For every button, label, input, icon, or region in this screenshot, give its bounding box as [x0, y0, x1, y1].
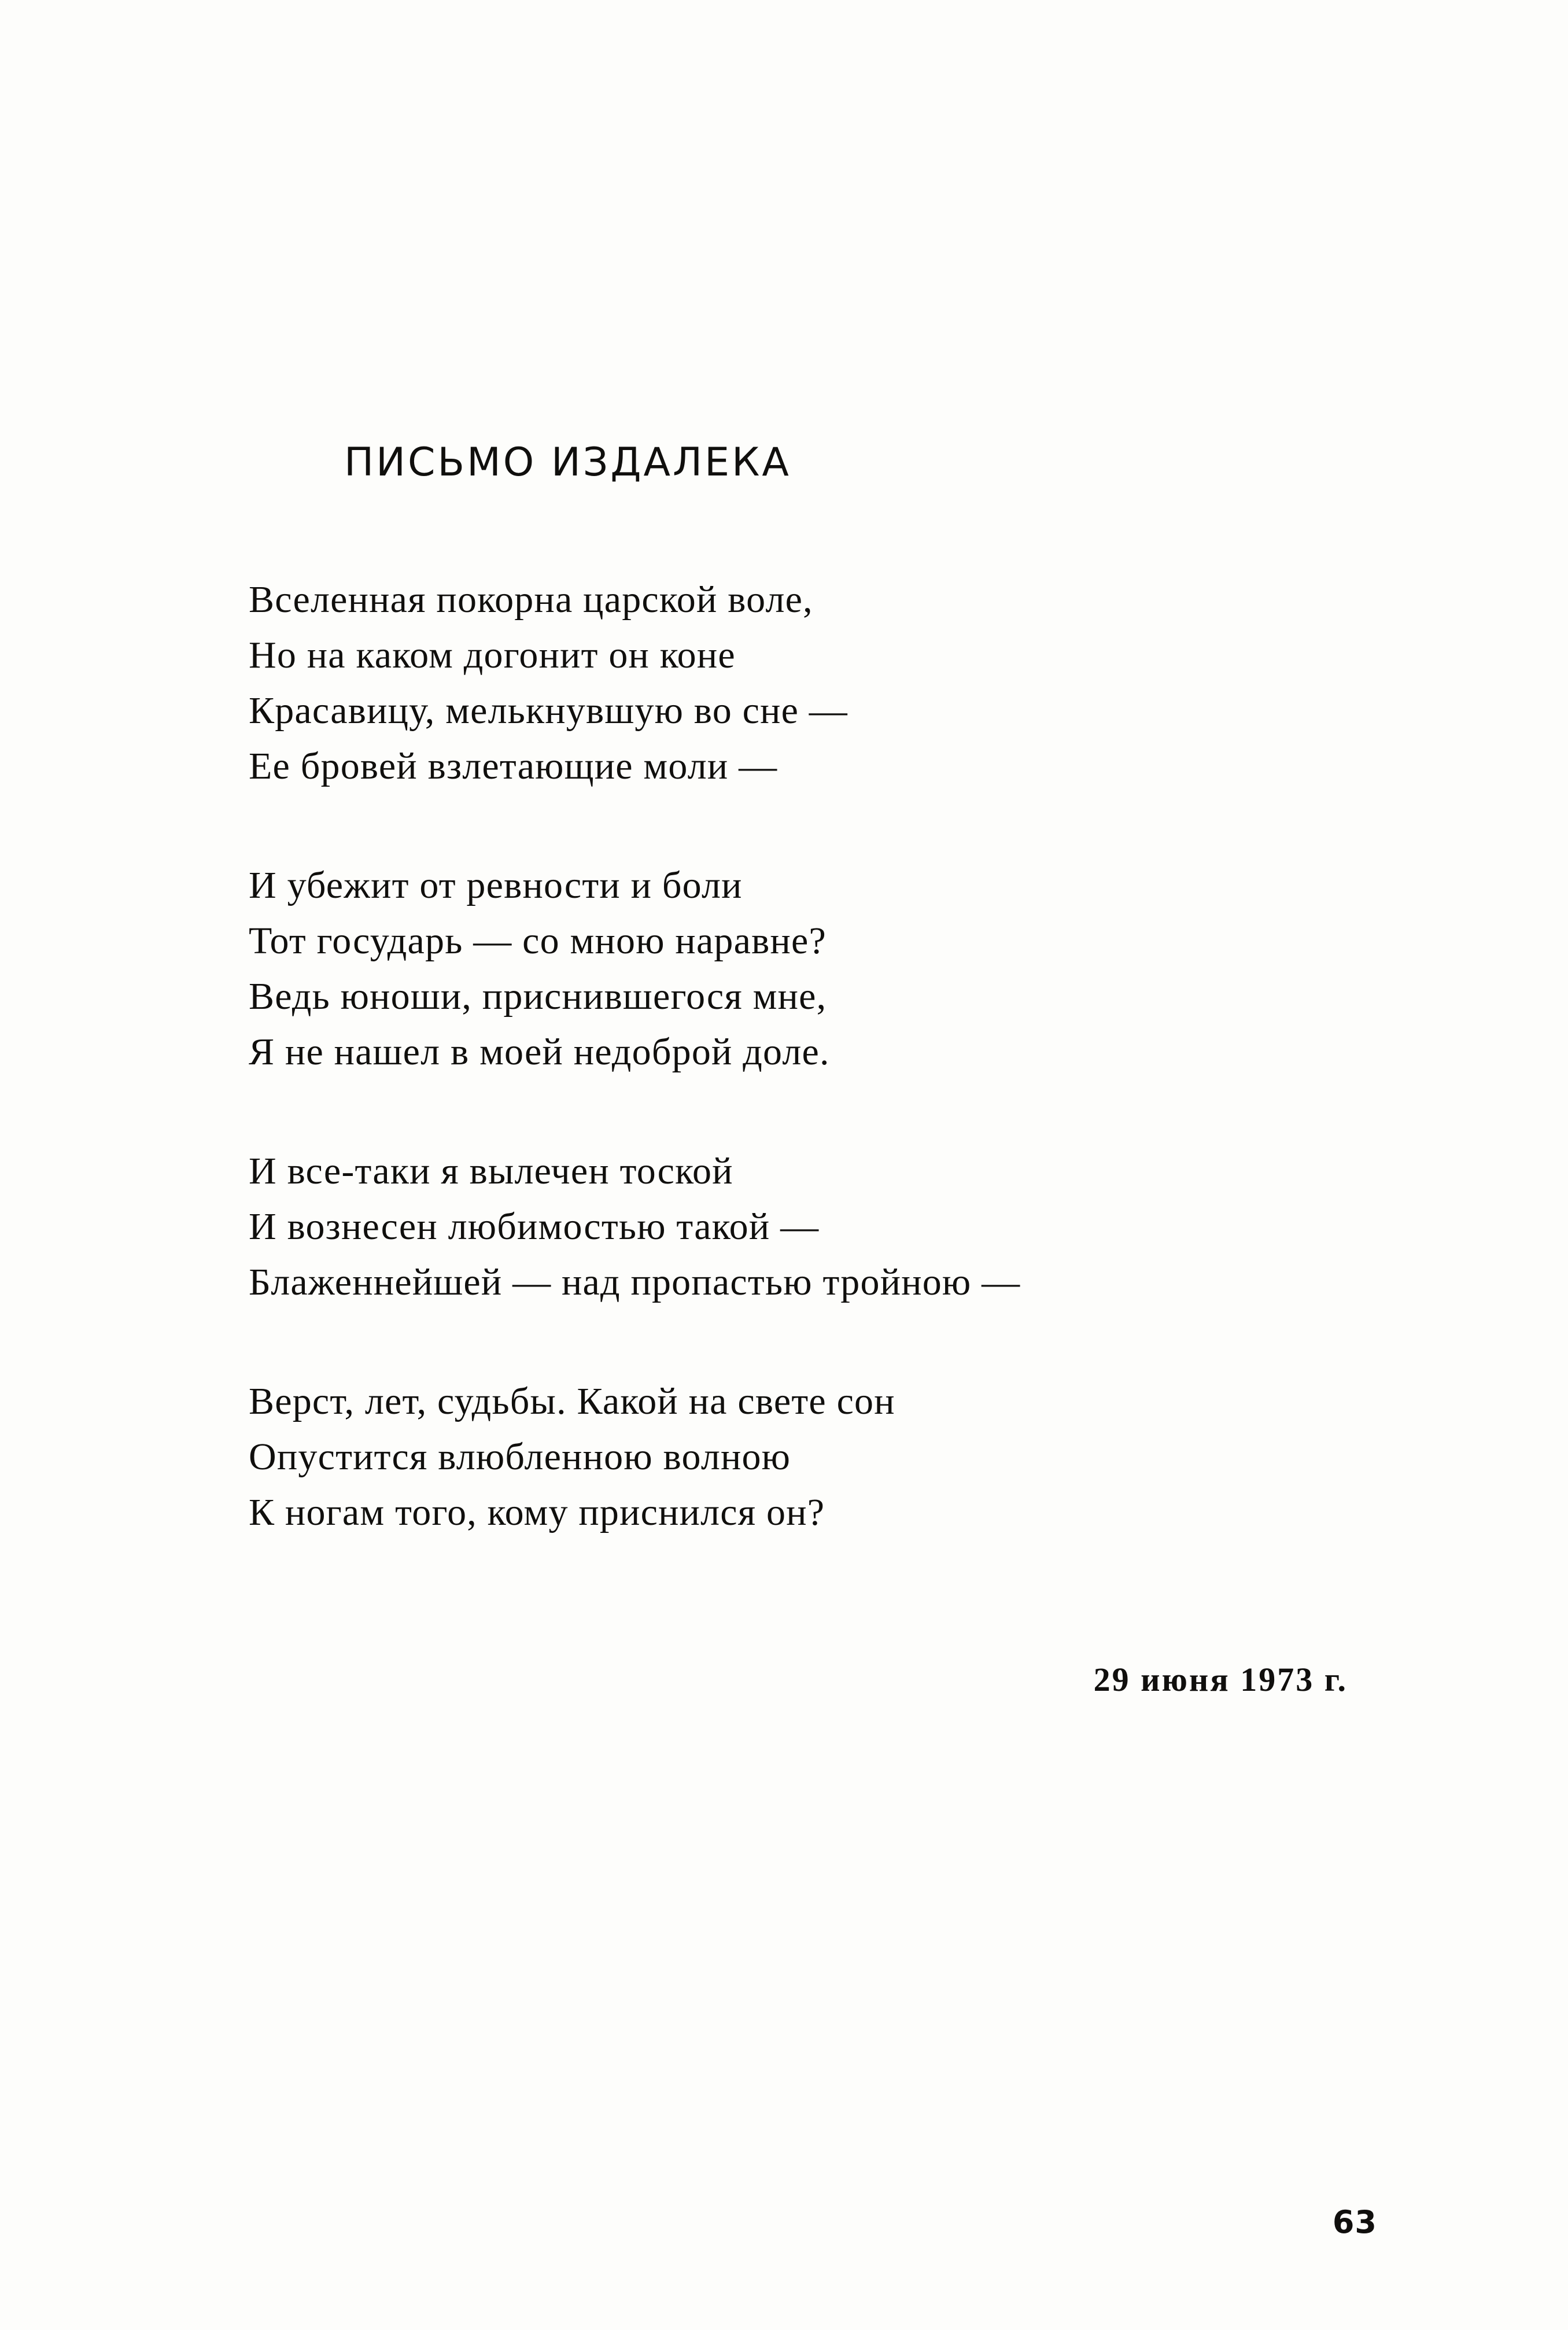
poem-line: И все-таки я вылечен тоской: [249, 1150, 733, 1192]
poem-line: Тот государь — со мною наравне?: [249, 920, 827, 962]
poem-line: Верст, лет, судьбы. Какой на свете сон: [249, 1380, 895, 1422]
poem-line: Вселенная покорна царской воле,: [249, 578, 813, 621]
poem-stanza: [249, 1374, 1348, 1540]
poem-stanza: [249, 1144, 1348, 1310]
poem-line: Блаженнейшей — над пропастью тройною —: [249, 1261, 1021, 1303]
poem: [249, 440, 1348, 1540]
poem-line: К ногам того, кому приснился он?: [249, 1491, 825, 1533]
poem-line: И убежит от ревности и боли: [249, 864, 743, 906]
poem-line: Но на каком догонит он коне: [249, 634, 736, 676]
poem-line: Я не нашел в моей недоброй доле.: [249, 1031, 830, 1073]
page-number: 63: [1332, 2204, 1377, 2240]
page-title: ПИСЬМО ИЗДАЛЕКА: [344, 440, 791, 485]
poem-line: Красавицу, мелькнувшую во сне —: [249, 690, 848, 732]
poem-line: Ее бровей взлетающие моли —: [249, 745, 778, 787]
poem-line: И вознесен любимостью такой —: [249, 1205, 820, 1248]
poem-date: 29 июня 1973 г.: [1093, 1661, 1348, 1698]
poem-line: Опустится влюбленною волною: [249, 1436, 791, 1478]
poem-stanza: [249, 858, 1348, 1080]
poem-line: Ведь юноши, приснившегося мне,: [249, 975, 827, 1017]
poem-stanza: [249, 572, 1348, 794]
